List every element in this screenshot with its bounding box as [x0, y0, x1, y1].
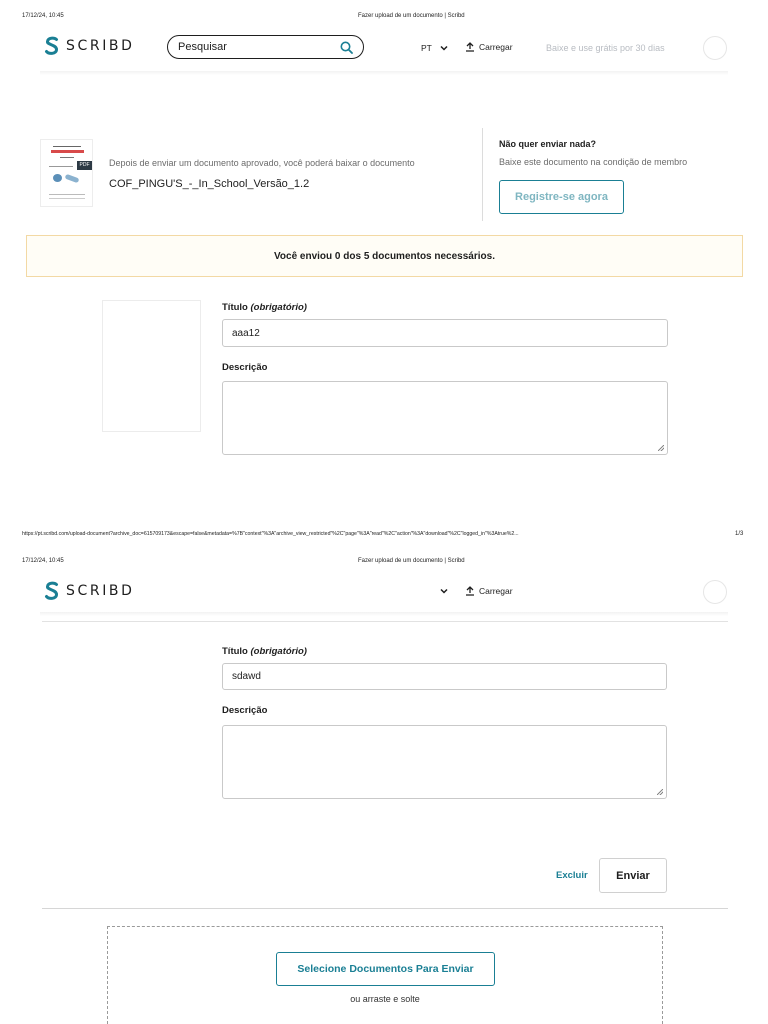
- free-trial-link[interactable]: Baixe e use grátis por 30 dias: [546, 43, 665, 53]
- search-icon[interactable]: [340, 41, 353, 54]
- section-divider: [42, 621, 728, 622]
- print-header-date-2: 17/12/24, 10:45: [22, 558, 64, 564]
- register-button-label: Registre-se agora: [515, 191, 608, 203]
- resize-grip-icon[interactable]: [657, 789, 663, 795]
- scribd-logo-2[interactable]: [44, 581, 135, 601]
- select-documents-button[interactable]: [276, 952, 495, 986]
- upload-label: Carregar: [479, 42, 513, 52]
- file-drop-zone[interactable]: [107, 926, 663, 1024]
- search-bar[interactable]: [167, 35, 364, 59]
- document-filename: COF_PINGU'S_-_In_School_Versão_1.2: [109, 178, 310, 190]
- print-footer-url: https://pt.scribd.com/upload-document?archive_doc=615709173&escape=false&metadata=%7B"context"%3A"archive_view_restricted"%2C"page"%3A"read"%2C"action"%3A"download"%2C"logged_in"%3Atrue%2...: [22, 531, 519, 537]
- select-documents-label: Selecione Documentos Para Enviar: [297, 963, 474, 975]
- top-nav-2: [0, 575, 768, 615]
- title-input-2[interactable]: sdawd: [222, 663, 667, 690]
- upload-icon: [465, 42, 475, 52]
- scribd-logo[interactable]: [44, 36, 135, 56]
- vertical-divider: [482, 128, 483, 221]
- required-hint-2: (obrigatório): [250, 646, 307, 657]
- side-text: Baixe este documento na condição de membro: [499, 157, 688, 167]
- chevron-down-icon: [440, 588, 448, 594]
- pdf-badge: PDF: [77, 161, 92, 170]
- avatar-2[interactable]: [703, 580, 727, 604]
- required-hint: (obrigatório): [250, 302, 307, 313]
- print-header-date: 17/12/24, 10:45: [22, 13, 64, 19]
- logo-text: SCRIBD: [66, 38, 135, 54]
- upload-link-2[interactable]: [465, 586, 513, 596]
- chevron-down-icon: [440, 45, 448, 51]
- document-thumbnail[interactable]: [40, 139, 93, 207]
- title-label-2: Título (obrigatório): [222, 646, 307, 657]
- upload-icon: [465, 586, 475, 596]
- language-label: PT: [421, 43, 432, 53]
- top-nav: [0, 30, 768, 72]
- side-title: Não quer enviar nada?: [499, 139, 597, 149]
- scribd-logo-icon: [44, 581, 60, 601]
- search-input[interactable]: Pesquisar: [178, 41, 227, 53]
- print-footer-page: 1/3: [735, 531, 744, 537]
- title-label: Título (obrigatório): [222, 302, 307, 313]
- delete-button[interactable]: Excluir: [556, 870, 588, 881]
- print-header-title-2: Fazer upload de um documento | Scribd: [358, 558, 465, 564]
- drag-drop-hint: ou arraste e solte: [350, 994, 420, 1004]
- nav-shadow: [40, 71, 728, 75]
- status-banner-text: Você enviou 0 dos 5 documentos necessários.: [273, 250, 495, 262]
- print-header-title: Fazer upload de um documento | Scribd: [358, 13, 465, 19]
- upload-preview-placeholder: [102, 300, 201, 432]
- description-label: Descrição: [222, 362, 268, 373]
- register-button[interactable]: [499, 180, 624, 214]
- section-divider-2: [42, 908, 728, 909]
- scribd-logo-icon: [44, 36, 60, 56]
- language-dropdown-2[interactable]: [440, 588, 448, 594]
- send-button[interactable]: [599, 858, 667, 893]
- logo-text-2: SCRIBD: [66, 583, 135, 599]
- avatar[interactable]: [703, 36, 727, 60]
- document-notice: Depois de enviar um documento aprovado, você poderá baixar o documento: [109, 158, 415, 168]
- upload-link[interactable]: [465, 42, 513, 52]
- resize-grip-icon[interactable]: [658, 445, 664, 451]
- description-label-2: Descrição: [222, 705, 268, 716]
- description-textarea[interactable]: [222, 381, 668, 455]
- send-button-label: Enviar: [616, 869, 650, 882]
- description-textarea-2[interactable]: [222, 725, 667, 799]
- status-banner: [26, 235, 743, 277]
- upload-label-2: Carregar: [479, 586, 513, 596]
- nav-shadow-2: [40, 612, 728, 616]
- title-input[interactable]: aaa12: [222, 319, 668, 347]
- language-selector[interactable]: [421, 43, 448, 53]
